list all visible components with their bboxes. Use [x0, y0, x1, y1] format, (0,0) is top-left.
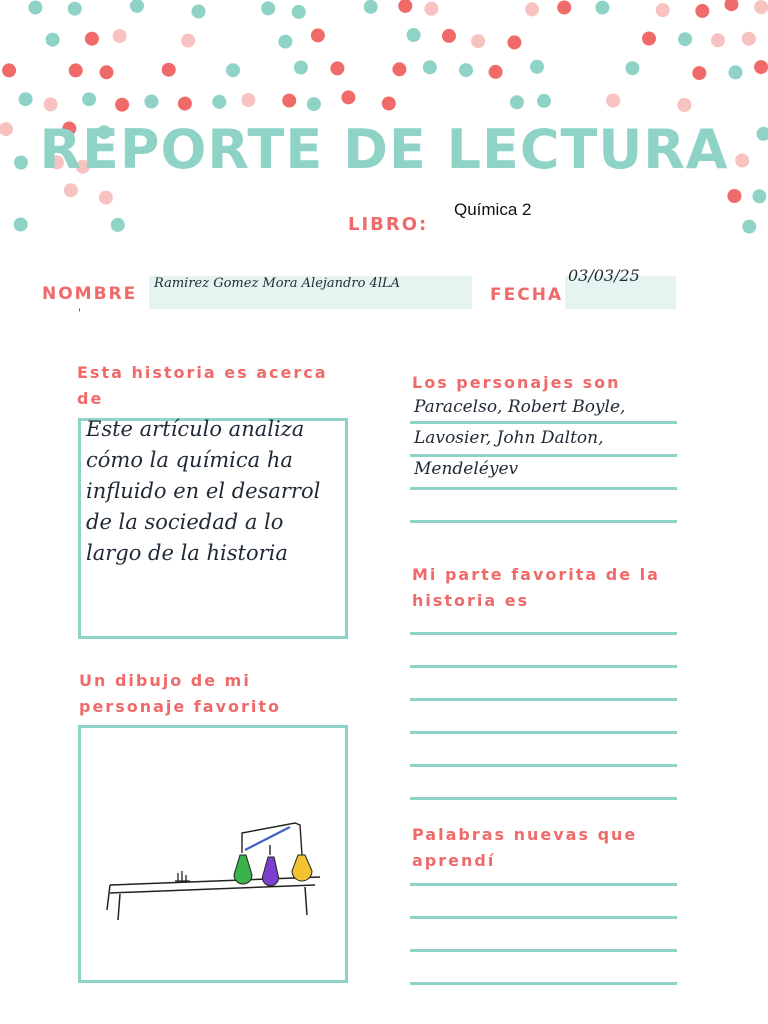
dot	[100, 65, 114, 79]
parte-favorita-line	[410, 731, 677, 734]
dot	[341, 90, 355, 104]
personajes-line	[410, 487, 677, 490]
dot	[261, 1, 275, 15]
historia-label: Esta historia es acerca de	[77, 363, 328, 408]
parte-favorita-line	[410, 764, 677, 767]
dot	[424, 2, 438, 16]
dot	[742, 32, 756, 46]
historia-line: largo de la historia	[86, 541, 288, 565]
dot	[459, 63, 473, 77]
parte-favorita-line	[410, 698, 677, 701]
dot	[692, 66, 706, 80]
dot	[537, 94, 551, 108]
dot	[364, 0, 378, 14]
dot	[489, 65, 503, 79]
dot	[625, 61, 639, 75]
libro-label: LIBRO:	[348, 214, 429, 235]
chemistry-lab-drawing-icon	[100, 815, 330, 925]
dot	[64, 183, 78, 197]
dot	[178, 97, 192, 111]
personajes-line-text: Lavosier, John Dalton,	[414, 428, 604, 448]
dot	[226, 63, 240, 77]
dot	[192, 5, 206, 19]
parte-favorita-line	[410, 632, 677, 635]
dot	[85, 32, 99, 46]
palabras-label: Palabras nuevas que aprendí	[412, 825, 638, 870]
dot	[382, 97, 396, 111]
dot	[115, 98, 129, 112]
dot	[44, 97, 58, 111]
historia-text	[86, 414, 320, 569]
dot	[111, 218, 125, 232]
dot	[595, 1, 609, 15]
dot	[82, 92, 96, 106]
dot	[241, 93, 255, 107]
palabras-line	[410, 982, 677, 985]
dot	[278, 35, 292, 49]
dot	[642, 32, 656, 46]
dot	[68, 2, 82, 16]
dot	[530, 60, 544, 74]
dot	[282, 94, 296, 108]
historia-line: cómo la química ha	[86, 448, 293, 472]
dot	[311, 28, 325, 42]
personajes-line	[410, 520, 677, 523]
historia-line: influido en el desarrol	[86, 479, 321, 503]
dot	[678, 32, 692, 46]
personajes-line-text: Paracelso, Robert Boyle,	[414, 397, 626, 417]
parte-favorita-label: Mi parte favorita de la historia es	[412, 565, 660, 610]
personajes-text	[414, 392, 625, 485]
libro-value: Química 2	[454, 200, 532, 219]
dot	[130, 0, 144, 13]
dot	[752, 189, 766, 203]
historia-line: Este artículo analiza	[86, 417, 305, 441]
palabras-line	[410, 916, 677, 919]
dibujo-label: Un dibujo de mi personaje favorito	[79, 671, 281, 716]
fecha-label: FECHA	[490, 285, 564, 305]
palabras-line	[410, 949, 677, 952]
dot	[46, 33, 60, 47]
dot	[307, 97, 321, 111]
dot	[99, 191, 113, 205]
dot	[606, 94, 620, 108]
dot	[407, 28, 421, 42]
dot	[695, 4, 709, 18]
personajes-line-text: Mendeléyev	[414, 459, 519, 479]
dot	[14, 218, 28, 232]
dot	[423, 60, 437, 74]
nombre-label: NOMBRE	[42, 284, 138, 304]
dot	[2, 63, 16, 77]
fecha-value: 03/03/25	[568, 266, 640, 285]
dot	[113, 29, 127, 43]
dot	[557, 1, 571, 15]
personajes-label: Los personajes son	[412, 373, 621, 392]
dot	[162, 63, 176, 77]
dot	[754, 0, 768, 14]
page-title: REPORTE DE LECTURA	[39, 118, 729, 181]
dot	[69, 63, 83, 77]
dot	[525, 2, 539, 16]
dot	[742, 220, 756, 234]
parte-favorita-line	[410, 665, 677, 668]
dot	[181, 34, 195, 48]
nombre-value: Ramirez Gomez Mora Alejandro 4lLA	[154, 276, 400, 291]
dot	[144, 95, 158, 109]
dot	[727, 189, 741, 203]
dot	[510, 95, 524, 109]
dot	[392, 62, 406, 76]
dot	[677, 98, 691, 112]
dot	[442, 29, 456, 43]
dot	[28, 1, 42, 15]
dot	[330, 61, 344, 75]
parte-favorita-line	[410, 797, 677, 800]
dot	[729, 65, 743, 79]
historia-line: de la sociedad a lo	[86, 510, 284, 534]
dot	[212, 95, 226, 109]
dot	[398, 0, 412, 13]
palabras-line	[410, 883, 677, 886]
dot	[471, 34, 485, 48]
mark-dot: '	[78, 308, 81, 319]
dot	[711, 33, 725, 47]
dot	[725, 0, 739, 11]
dot	[292, 5, 306, 19]
dot	[294, 61, 308, 75]
dot	[656, 3, 670, 17]
dot	[507, 35, 521, 49]
dot	[754, 60, 768, 74]
dot	[19, 92, 33, 106]
